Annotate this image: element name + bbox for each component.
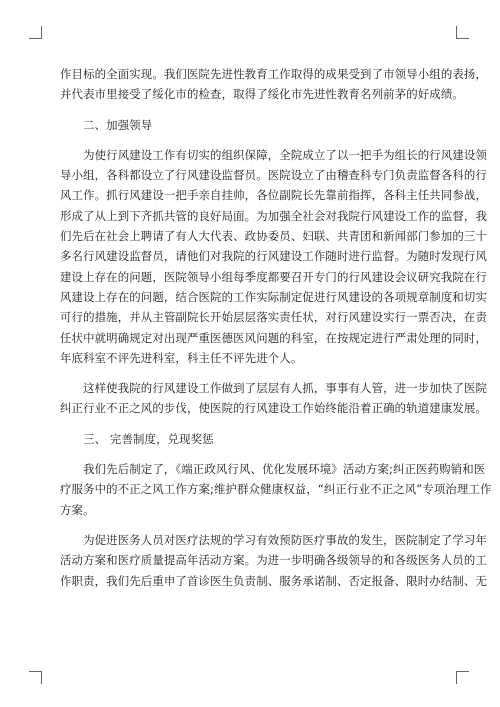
text-line: 导小组，各科都设立了行风建设监督员。医院设立了由稽查科专门负责监督各科的行 bbox=[60, 168, 488, 183]
text-line: 多名行风建设监督员，请他们对我院的行风建设工作随时进行监督。为随时发现行风 bbox=[60, 249, 488, 264]
text-line: 为使行风建设工作有切实的组织保障，全院成立了以一把手为组长的行风建设领 bbox=[60, 147, 488, 162]
text-line: 这样使我院的行风建设工作做到了层层有人抓，事事有人管，进一步加快了医院 bbox=[60, 381, 488, 396]
paragraph-result bbox=[60, 378, 488, 419]
text-line: 建设上存在的问题，医院领导小组每季度都要召开专门的行风建设会议研究我院在行 bbox=[60, 269, 488, 284]
crop-mark-top-left bbox=[29, 26, 42, 39]
text-line: 可行的措施，并从主管副院长开始层层落实责任状，对行风建设实行一票否决，在责 bbox=[60, 310, 488, 325]
text-line: 活动方案和医疗质量提高年活动方案。为进一步明确各级领导的和各级医务人员的工 bbox=[60, 553, 488, 568]
text-line: 纠正行业不正之风的步伐，使医院的行风建设工作始终能沿着正确的轨道建康发展。 bbox=[60, 401, 488, 416]
text-line: 任状中就明确规定对出现严重医德医风问题的科室，在按规定进行严肃处理的同时， bbox=[60, 330, 488, 345]
crop-mark-top-right bbox=[456, 26, 469, 39]
text-line: 们先后在社会上聘请了有人大代表、政协委员、妇联、共青团和新闻部门参加的三十 bbox=[60, 229, 488, 244]
text-line: 并代表市里接受了绥化市的检查，取得了绥化市先进性教育名列前茅的好成绩。 bbox=[60, 87, 464, 102]
text-line: 作目标的全面实现。我们医院先进性教育工作取得的成果受到了市领导小组的表扬， bbox=[60, 67, 488, 81]
section-heading-2 bbox=[60, 115, 438, 135]
heading-text: 三、 完善制度，兑现奖惩 bbox=[60, 431, 214, 446]
text-line: 疗服务中的不正之风工作方案;维护群众健康权益，“纠正行业不正之风”专项治理工作 bbox=[60, 482, 492, 497]
crop-mark-bottom-left bbox=[29, 671, 42, 684]
text-line: 风工作。抓行风建设一把手亲自挂帅，各位副院长先靠前指挥，各科主任共同参战， bbox=[60, 188, 488, 203]
paragraph-intro-continuation bbox=[60, 64, 488, 105]
section-heading-3 bbox=[60, 429, 438, 449]
paragraph-leadership bbox=[60, 145, 488, 368]
text-line: 为促进医务人员对医疗法规的学习有效预防医疗事故的发生，医院制定了学习年 bbox=[60, 532, 488, 547]
text-line: 方案。 bbox=[60, 502, 95, 517]
text-line: 作职责，我们先后重申了首诊医生负责制、服务承诺制、否定报备、限时办结制、无 bbox=[60, 573, 488, 588]
text-line: 年底科室不评先进科室，科主任不评先进个人。 bbox=[60, 350, 303, 365]
text-line: 风建设上存在的问题，结合医院的工作实际制定促进行风建设的各项规章制度和切实 bbox=[60, 289, 488, 304]
heading-text: 二、加强领导 bbox=[60, 117, 153, 132]
text-line: 我们先后制定了，《端正政风行风、优化发展环境》活动方案;纠正医药购销和医 bbox=[60, 462, 486, 477]
paragraph-responsibilities bbox=[60, 530, 488, 591]
paragraph-plans bbox=[60, 459, 492, 520]
crop-mark-bottom-right bbox=[456, 671, 469, 684]
text-line: 形成了从上到下齐抓共管的良好局面。为加强全社会对我院行风建设工作的监督，我 bbox=[60, 208, 488, 223]
document-body bbox=[60, 64, 492, 591]
